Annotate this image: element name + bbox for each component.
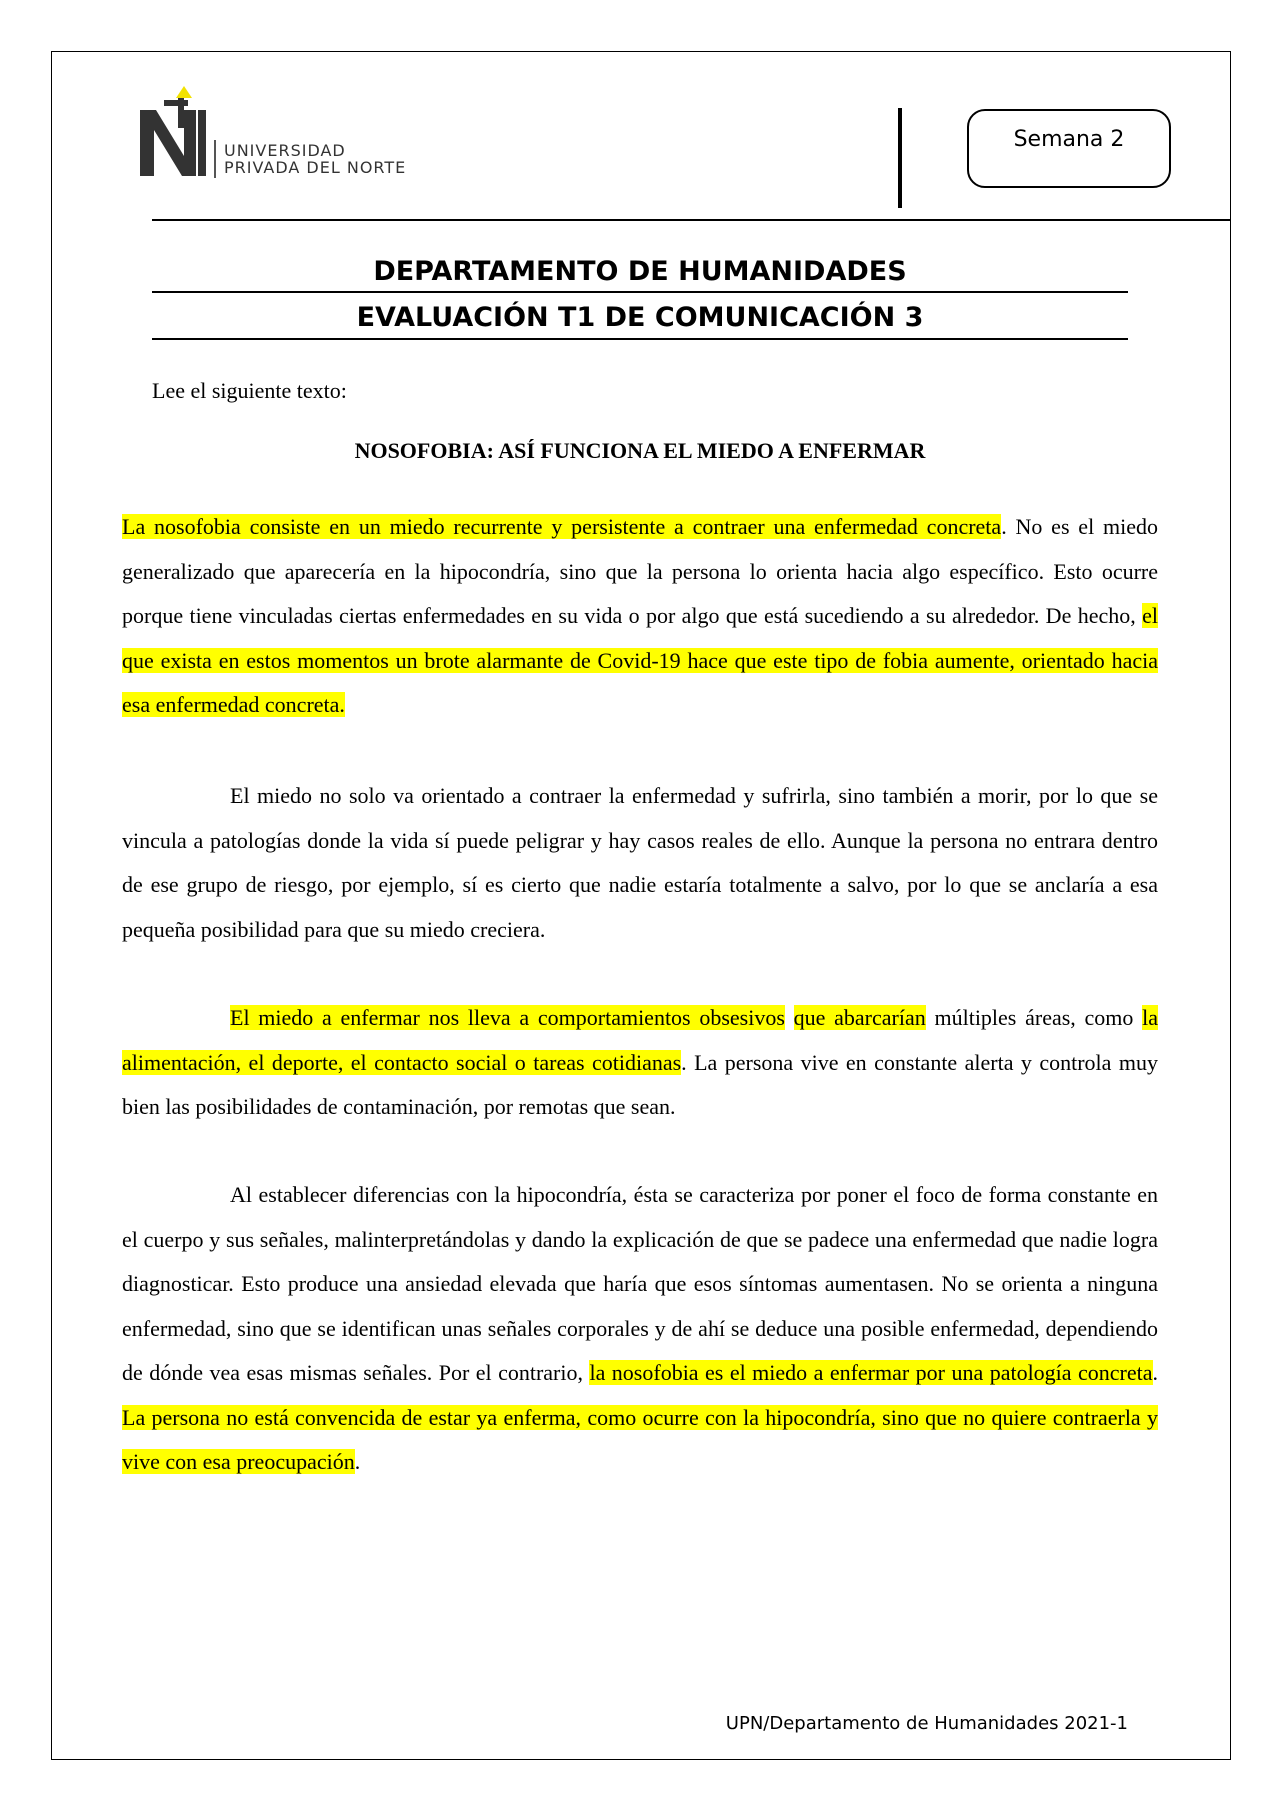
title-rule-2: [152, 338, 1128, 340]
department-title: DEPARTAMENTO DE HUMANIDADES: [373, 256, 907, 287]
highlighted-text: La persona no está convencida de estar ya enferma, como ocurre con la hipocondría, sino que no quiere contraerla y vive con esa preocupación: [122, 1404, 1158, 1474]
highlighted-text: la alimentación, el deporte, el contacto social o tareas cotidianas: [122, 1005, 1159, 1075]
text-run: .: [354, 1449, 361, 1474]
paragraph-4: [122, 1173, 1158, 1485]
text-run: . La persona vive en constante alerta y controla muy bien las posibilidades de contaminación, por remotas que sean.: [122, 1049, 1158, 1119]
text-run: . No es el miedo generalizado que aparecería en la hipocondría, sino que la persona lo orienta hacia algo específico. Esto ocurre porque tiene vinculadas ciertas enfermedades en su vida o por algo que está sucediendo a su alrededor. De hecho,: [122, 514, 1158, 628]
text-run: El miedo no solo va orientado a contraer la enfermedad y sufrirla, sino también a morir, por lo que se vincula a patologías donde la vida sí puede peligrar y hay casos reales de ello. Aunque la persona no entrara dentro de ese grupo de riesgo, por ejemplo, sí es cierto que nadie estaría totalmente a salvo, por lo que se anclaría a esa pequeña posibilidad para que su miedo creciera.: [122, 783, 1158, 942]
reading-title: NOSOFOBIA: ASÍ FUNCIONA EL MIEDO A ENFERMAR: [354, 438, 926, 463]
text-run: múltiples áreas, como: [925, 1005, 1143, 1030]
text-run: .: [1152, 1360, 1159, 1385]
logo-text: [224, 142, 406, 176]
header-divider: [152, 219, 1230, 221]
text-run: Al establecer diferencias con la hipocondría, ésta se caracteriza por poner el foco de forma constante en el cuerpo y sus señales, malinterpretándolas y dando la explicación de que se padece una enfermedad que nadie logra diagnosticar. Esto produce una ansiedad elevada que haría que esos síntomas aumentasen. No se orienta a ninguna enfermedad, sino que se identifican unas señales corporales y de ahí se deduce una posible enfermedad, dependiendo de dónde vea esas mismas señales. Por el contrario,: [122, 1182, 1158, 1385]
paragraph-1: [122, 505, 1158, 728]
logo-divider: [214, 140, 216, 178]
evaluation-title: EVALUACIÓN T1 DE COMUNICACIÓN 3: [356, 302, 924, 333]
text-run: [785, 1005, 794, 1030]
highlighted-text: el que exista en estos momentos un brote alarmante de Covid-19 hace que este tipo de fobia aumente, orientado hacia esa enfermedad concreta.: [122, 603, 1158, 717]
highlighted-text: que abarcarían: [793, 1005, 926, 1030]
footer-text: UPN/Departamento de Humanidades 2021-1: [725, 1713, 1128, 1734]
paragraph-2: [122, 774, 1158, 952]
title-rule-1: [152, 291, 1128, 293]
paragraph-3: [122, 996, 1158, 1130]
intro-text: Lee el siguiente texto:: [152, 378, 347, 403]
highlighted-text: la nosofobia es el miedo a enfermar por una patología concreta: [589, 1360, 1153, 1385]
header-vertical-bar: [898, 108, 902, 208]
logo-line1: UNIVERSIDAD: [224, 141, 346, 160]
logo-line2: PRIVADA DEL NORTE: [224, 158, 407, 177]
highlighted-text: El miedo a enfermar nos lleva a comportamientos obsesivos: [230, 1005, 785, 1030]
week-badge: Semana 2: [967, 109, 1171, 188]
highlighted-text: La nosofobia consiste en un miedo recurrente y persistente a contraer una enfermedad concreta: [122, 514, 1002, 539]
